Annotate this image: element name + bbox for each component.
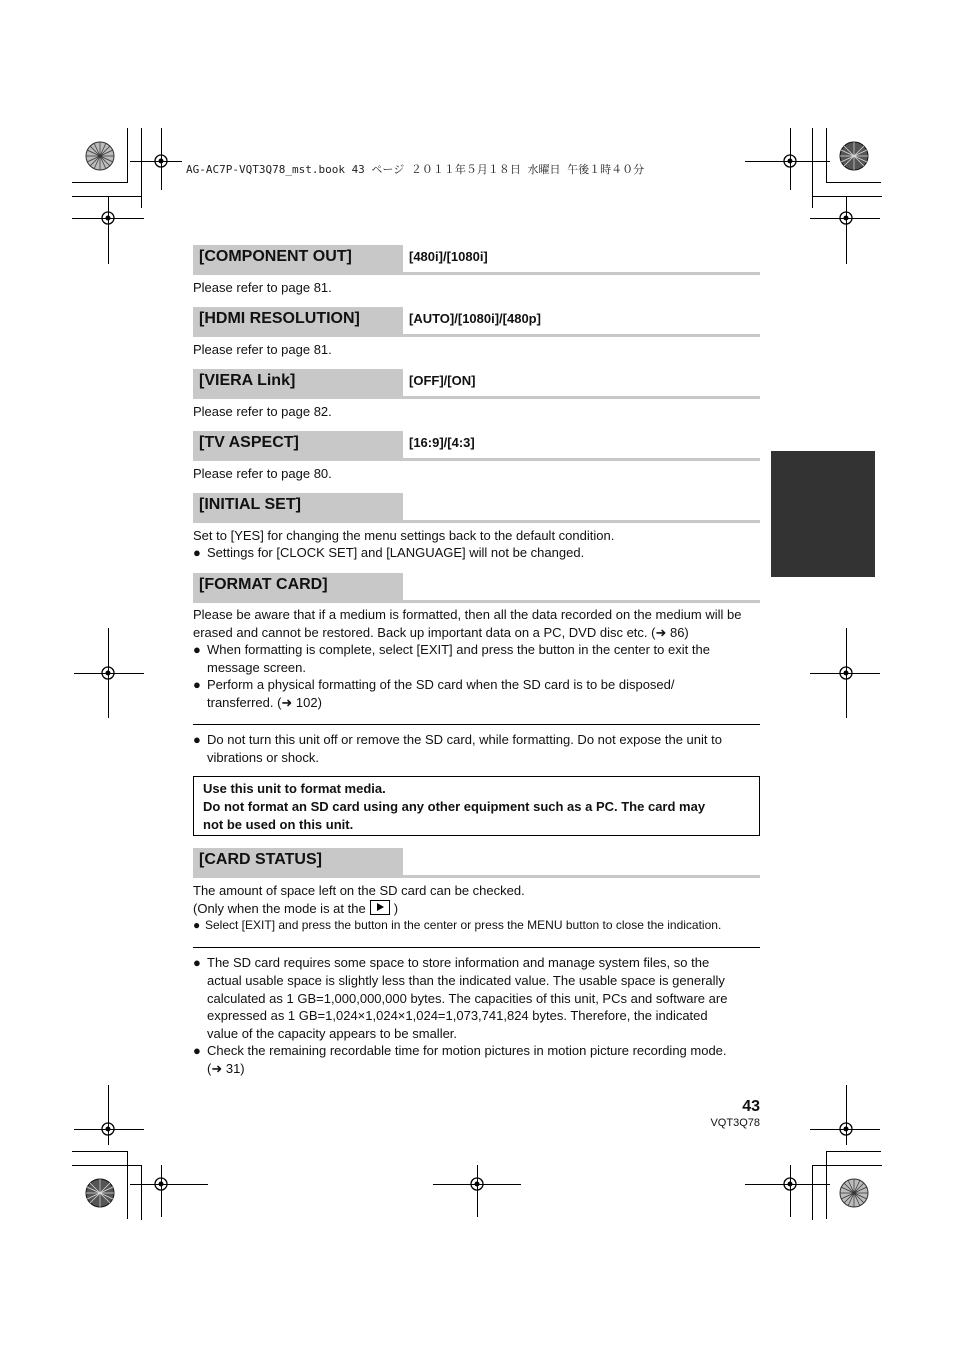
section-header-hdmi-resolution	[193, 307, 760, 337]
list-item: ● The SD card requires some space to store information and manage system files, so the actual usable space is slightly less than the indicated value. The usable space is generally calculated as 1 GB=1,000,000,000 bytes. The capacities of this unit, PCs and software are expressed as 1 GB=1,024×1,024×1,024=1,073,741,824 bytes. Therefore, the indicated value of the capacity appears to be smaller.	[193, 955, 728, 1042]
registration-mark-icon	[836, 1119, 856, 1139]
section-note: Please refer to page 81.	[193, 342, 332, 357]
list-item: ● Perform a physical formatting of the SD card when the SD card is to be disposed/ transferred. (➜ 102)	[193, 677, 675, 710]
notice-line: Do not format an SD card using any other equipment such as a PC. The card may	[203, 798, 706, 814]
color-rosette-icon	[85, 141, 115, 171]
section-note: Please refer to page 80.	[193, 466, 332, 481]
section-text-line: Please be aware that if a medium is formatted, then all the data recorded on the medium will be	[193, 607, 742, 622]
section-title: [VIERA Link]	[193, 369, 403, 396]
registration-mark-icon	[98, 663, 118, 683]
registration-mark-icon	[780, 1174, 800, 1194]
notice-line: not be used on this unit.	[203, 816, 354, 832]
print-file-header: AG-AC7P-VQT3Q78_mst.book 43 ページ ２０１１年５月１８日 水曜日 午後１時４０分	[186, 163, 645, 176]
section-title: [TV ASPECT]	[193, 431, 403, 458]
section-options: [OFF]/[ON]	[409, 373, 476, 388]
list-item: ● When formatting is complete, select [EXIT] and press the button in the center to exit the message screen.	[193, 642, 710, 675]
chapter-side-tab	[771, 451, 875, 577]
document-code: VQT3Q78	[710, 1117, 760, 1129]
section-note: Please refer to page 82.	[193, 404, 332, 419]
section-header-card-status	[193, 848, 760, 878]
list-item: ● Check the remaining recordable time for motion pictures in motion picture recording mode. (➜ 31)	[193, 1043, 727, 1076]
registration-mark-icon	[836, 208, 856, 228]
registration-mark-icon	[780, 151, 800, 171]
section-title: [INITIAL SET]	[193, 493, 403, 520]
section-text-line: erased and cannot be restored. Back up important data on a PC, DVD disc etc. (➜ 86)	[193, 625, 689, 640]
section-text-line: (Only when the mode is at the )	[193, 901, 399, 916]
section-header-component-out	[193, 245, 760, 275]
section-title: [HDMI RESOLUTION]	[193, 307, 403, 334]
section-header-tv-aspect	[193, 431, 760, 461]
color-rosette-icon	[85, 1178, 115, 1208]
registration-mark-icon	[467, 1174, 487, 1194]
section-options: [16:9]/[4:3]	[409, 435, 475, 450]
section-header-viera-link	[193, 369, 760, 399]
notice-box	[193, 776, 760, 836]
section-text: Set to [YES] for changing the menu settings back to the default condition.	[193, 528, 615, 543]
registration-mark-icon	[151, 151, 171, 171]
section-title: [COMPONENT OUT]	[193, 245, 403, 272]
section-header-initial-set	[193, 493, 760, 523]
list-item: ● Select [EXIT] and press the button in the center or press the MENU button to close the indication.	[193, 918, 722, 932]
list-item: ● Settings for [CLOCK SET] and [LANGUAGE] will not be changed.	[193, 545, 585, 560]
section-options: [AUTO]/[1080i]/[480p]	[409, 311, 541, 326]
section-title: [CARD STATUS]	[193, 848, 403, 875]
section-note: Please refer to page 81.	[193, 280, 332, 295]
playback-mode-icon	[370, 900, 390, 915]
section-title: [FORMAT CARD]	[193, 573, 403, 600]
divider	[193, 947, 760, 948]
registration-mark-icon	[836, 663, 856, 683]
divider	[193, 724, 760, 725]
section-options: [480i]/[1080i]	[409, 249, 488, 264]
color-rosette-icon	[839, 141, 869, 171]
color-rosette-icon	[839, 1178, 869, 1208]
list-item: ● Do not turn this unit off or remove the SD card, while formatting. Do not expose the unit to vibrations or shock.	[193, 732, 722, 765]
section-text-line: The amount of space left on the SD card can be checked.	[193, 883, 525, 898]
notice-line: Use this unit to format media.	[203, 781, 386, 796]
registration-mark-icon	[98, 208, 118, 228]
page-number: 43	[742, 1098, 760, 1115]
registration-mark-icon	[151, 1174, 171, 1194]
section-header-format-card	[193, 573, 760, 603]
registration-mark-icon	[98, 1119, 118, 1139]
